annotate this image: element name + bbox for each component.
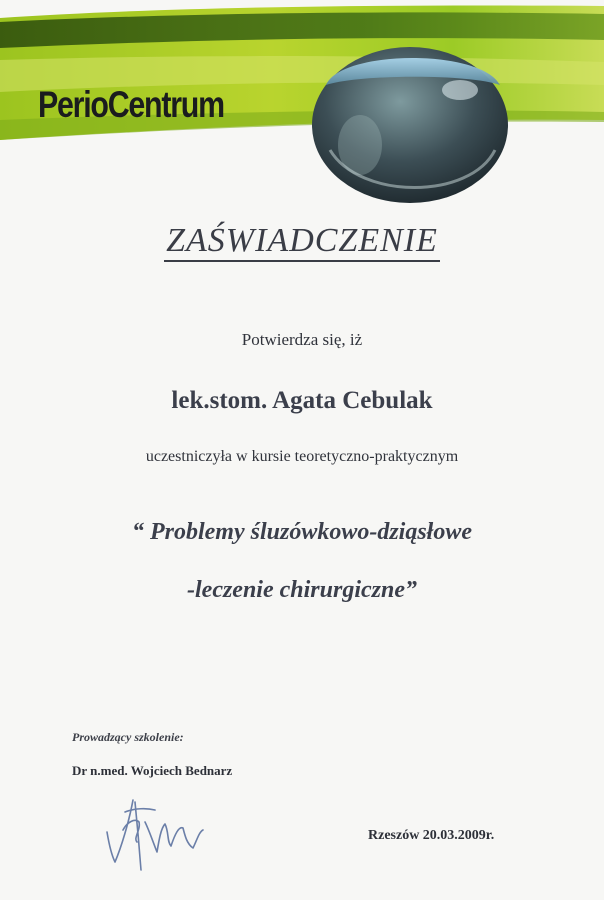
instructor-label: Prowadzący szkolenie: [72, 730, 184, 744]
course-title-line-1: “ Problemy śluzówkowo-dziąsłowe [131, 519, 473, 545]
handwritten-signature [95, 782, 215, 877]
water-droplet-icon [300, 30, 520, 210]
periocentrum-logo: PerioCentrum [38, 84, 224, 125]
instructor-name: Dr n.med. Wojciech Bednarz [72, 763, 233, 778]
certificate-title-text: ZAŚWIADCZENIE [164, 222, 440, 262]
recipient-name: lek.stom. Agata Cebulak [171, 387, 433, 414]
place-and-date: Rzeszów 20.03.2009r. [368, 828, 495, 843]
course-title-line-2: -leczenie chirurgiczne” [187, 577, 417, 603]
confirmation-text: Potwierdza się, iż [241, 330, 363, 349]
participation-text: uczestniczyła w kursie teoretyczno-praktycznym [145, 448, 459, 465]
certificate-title [0, 222, 604, 260]
